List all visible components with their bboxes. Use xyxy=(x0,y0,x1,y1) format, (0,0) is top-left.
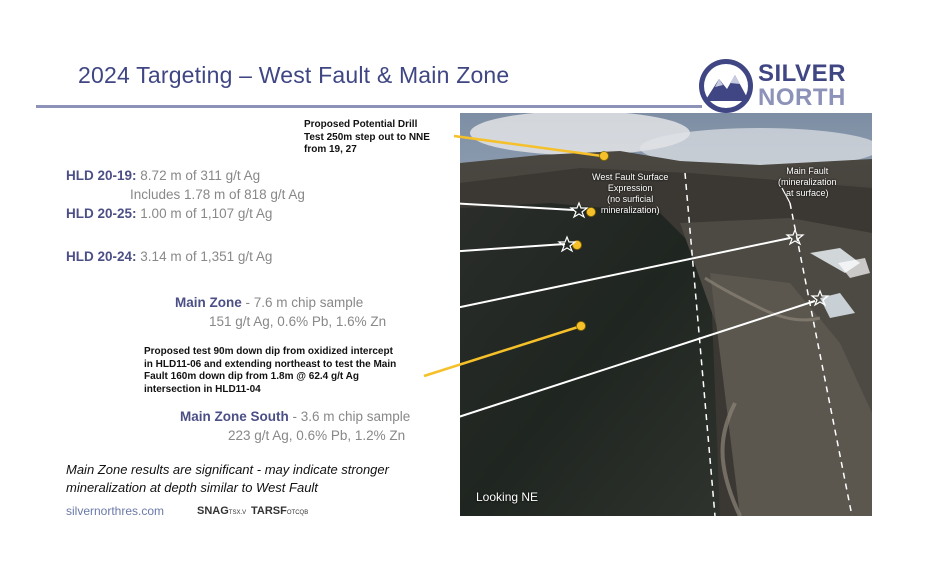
hole-result-includes xyxy=(130,187,305,202)
silver-north-logo-icon xyxy=(697,57,755,115)
hole-value: 1.00 m of 1,107 g/t Ag xyxy=(140,206,273,221)
ticker-exchange: OTCQB xyxy=(286,510,309,516)
zone-label: Main Zone South xyxy=(180,409,289,424)
hole-result-20-25 xyxy=(66,206,272,221)
hole-label: HLD 20-25: xyxy=(66,206,137,221)
west-fault-label xyxy=(592,172,668,216)
main-zone-result xyxy=(175,295,363,310)
hole-label: HLD 20-24: xyxy=(66,249,137,264)
ticker-symbol: TARSF xyxy=(251,505,287,517)
logo-wordmark xyxy=(758,62,846,110)
west-fault-line2: Expression xyxy=(607,183,653,193)
hole-value: 8.72 m of 311 g/t Ag xyxy=(140,168,261,183)
main-fault-line3: at surface) xyxy=(786,188,829,198)
note-line1: Main Zone results are significant - may indicate stronger xyxy=(66,462,389,477)
drill-test-line1: Proposed Potential Drill xyxy=(304,119,418,130)
drill-test-line2: Test 250m step out to NNE xyxy=(304,131,430,143)
website-link[interactable]: silvernorthres.com xyxy=(66,504,165,518)
down-dip-line4: intersection in HLD11-04 xyxy=(144,383,261,395)
main-zone-south-result xyxy=(180,409,410,424)
main-fault-line1: Main Fault xyxy=(786,166,829,176)
drill-test-line3: from 19, 27 xyxy=(304,144,357,155)
hole-result-20-24 xyxy=(66,249,272,264)
looking-ne-label: Looking NE xyxy=(476,490,539,504)
ticker-otcqb xyxy=(251,505,308,517)
main-fault-label xyxy=(778,166,837,199)
logo-line2: NORTH xyxy=(758,84,846,111)
drill-test-callout xyxy=(304,119,430,157)
main-zone-south-assay: 223 g/t Ag, 0.6% Pb, 1.2% Zn xyxy=(228,428,406,443)
ticker-tsxv xyxy=(197,505,246,517)
ticker-symbol: SNAG xyxy=(197,505,229,517)
logo-line1: SILVER xyxy=(758,60,846,87)
main-zone-assay: 151 g/t Ag, 0.6% Pb, 1.6% Zn xyxy=(209,314,387,329)
main-fault-line2: (mineralization xyxy=(778,177,837,187)
zone-value: - 7.6 m chip sample xyxy=(241,295,364,310)
west-fault-line4: mineralization) xyxy=(600,205,660,215)
zone-value: - 3.6 m chip sample xyxy=(288,409,411,424)
note-line2: mineralization at depth similar to West Fault xyxy=(66,480,318,495)
title-underline xyxy=(36,105,702,108)
zone-label: Main Zone xyxy=(175,295,242,310)
hole-result-20-19 xyxy=(66,168,260,183)
hole-value: 3.14 m of 1,351 g/t Ag xyxy=(140,249,273,264)
hole-value: Includes 1.78 m of 818 g/t Ag xyxy=(130,187,305,202)
results-note xyxy=(66,461,389,497)
down-dip-callout xyxy=(144,346,396,396)
hole-label: HLD 20-19: xyxy=(66,168,137,183)
down-dip-line3: Fault 160m down dip from 1.8m @ 62.4 g/t Ag xyxy=(144,371,359,382)
page-title: 2024 Targeting – West Fault & Main Zone xyxy=(78,62,510,88)
down-dip-line1: Proposed test 90m down dip from oxidized intercept xyxy=(144,346,393,357)
ticker-exchange: TSX.V xyxy=(228,510,247,516)
west-fault-line3: (no surficial xyxy=(607,194,654,204)
west-fault-line1: West Fault Surface xyxy=(592,172,669,182)
down-dip-line2: in HLD11-06 and extending northeast to test the Main xyxy=(144,358,397,370)
